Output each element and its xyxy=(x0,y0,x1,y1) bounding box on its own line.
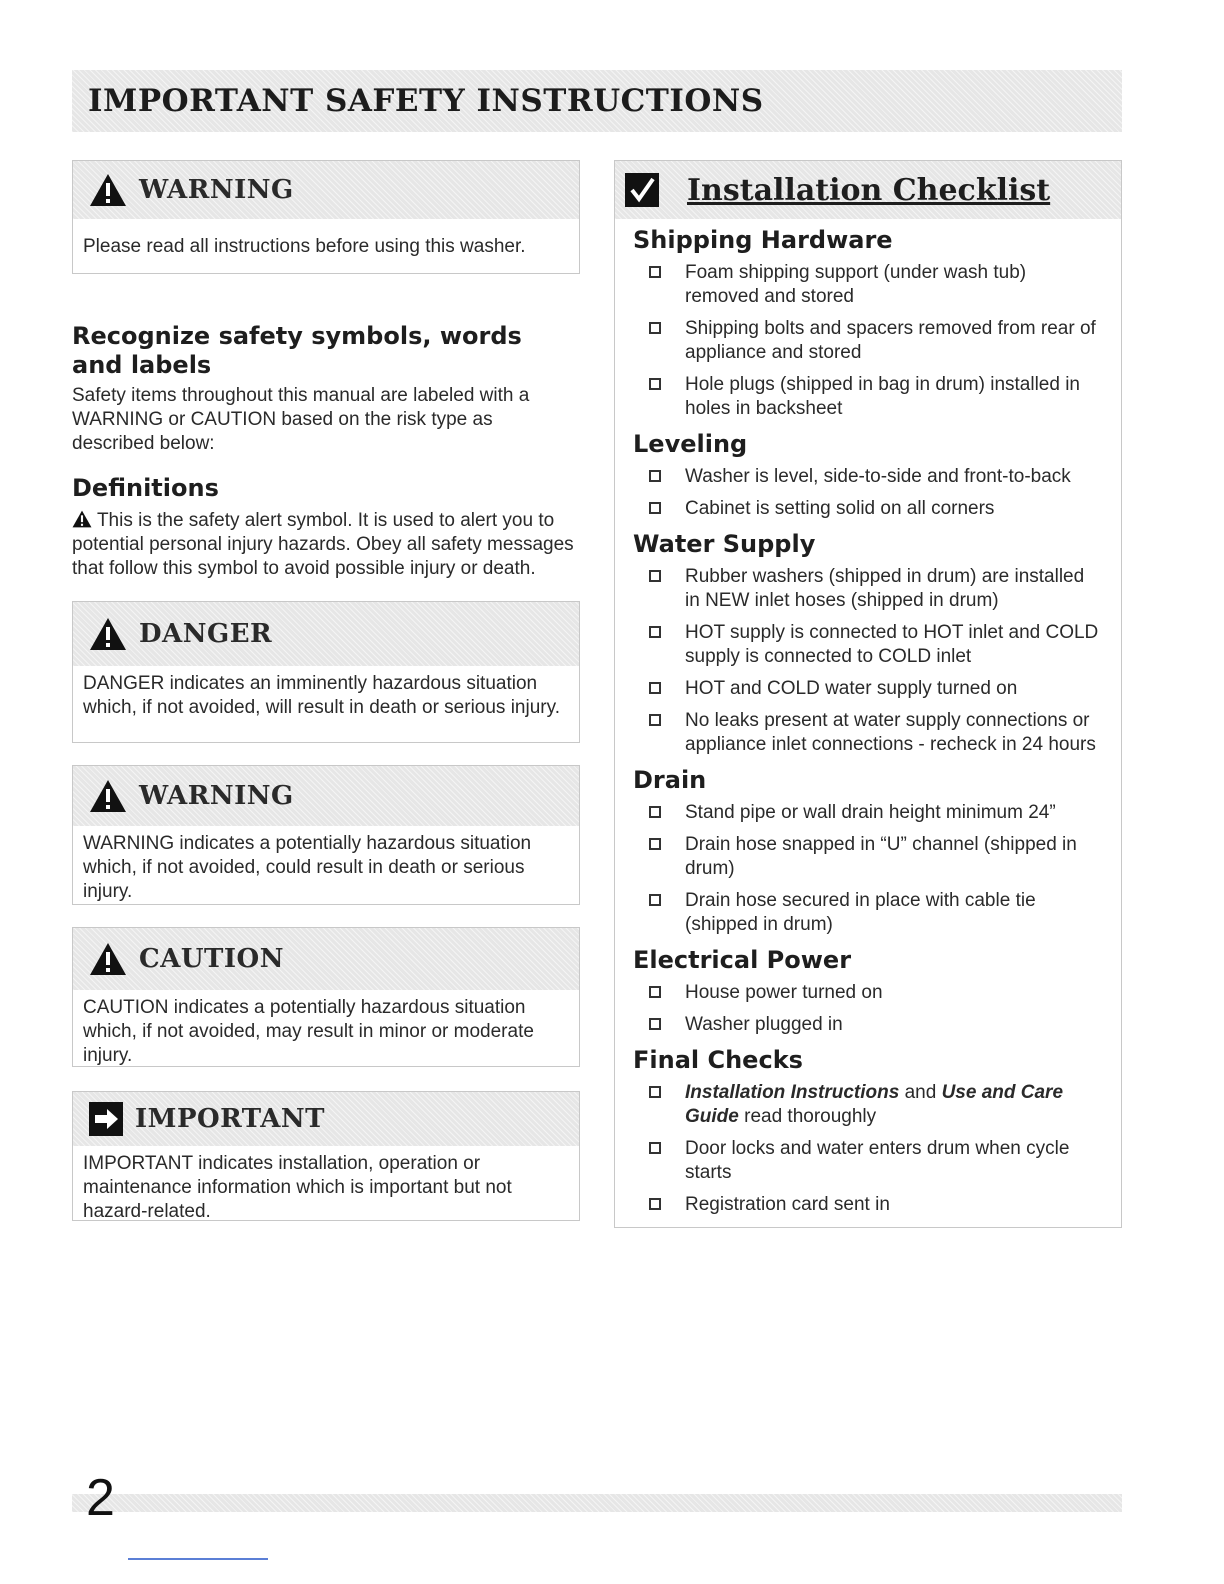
checkmark-icon xyxy=(625,173,659,207)
checklist-body xyxy=(615,219,1121,1227)
warning-notice-text: Please read all instructions before using this washer. xyxy=(83,236,526,257)
checkbox-icon[interactable] xyxy=(649,570,661,582)
emphasis-text: Installation Instructions xyxy=(685,1082,900,1103)
checklist-item xyxy=(633,317,1103,365)
checklist-item-text: Rubber washers (shipped in drum) are installed in NEW inlet hoses (shipped in drum) xyxy=(685,566,1085,611)
danger-warning-icon xyxy=(89,617,127,651)
checklist-item-text: Door locks and water enters drum when cycle starts xyxy=(685,1138,1070,1183)
checkbox-icon[interactable] xyxy=(649,682,661,694)
checklist-item-text: Shipping bolts and spacers removed from rear of appliance and stored xyxy=(685,318,1096,363)
caution-warning-icon xyxy=(89,942,127,976)
definitions-text: This is the safety alert symbol. It is used to alert you to potential personal injury hazards. Obey all safety messages that follow this symbol to avoid possible injury or death. xyxy=(72,510,574,579)
checkbox-icon[interactable] xyxy=(649,1142,661,1154)
checklist-item xyxy=(633,709,1103,757)
important-text: IMPORTANT indicates installation, operation or maintenance information which is important but not hazard-related. xyxy=(83,1153,512,1222)
checkbox-icon[interactable] xyxy=(649,1086,661,1098)
danger-box xyxy=(72,601,580,743)
checklist-section-heading: Final Checks xyxy=(633,1046,803,1074)
checklist-item-text: Drain hose snapped in “U” channel (shipped in drum) xyxy=(685,834,1077,879)
checkbox-icon[interactable] xyxy=(649,502,661,514)
safety-alert-icon xyxy=(72,510,92,528)
warning-definition-text: WARNING indicates a potentially hazardous situation which, if not avoided, could result in death or serious injury. xyxy=(83,833,532,902)
checkbox-icon[interactable] xyxy=(649,378,661,390)
warning-definition-title: WARNING xyxy=(139,781,294,811)
checkbox-icon[interactable] xyxy=(649,470,661,482)
checklist-item xyxy=(633,1013,1103,1037)
warning-definition-header xyxy=(73,766,579,826)
important-header xyxy=(73,1092,579,1146)
tail-text: read thoroughly xyxy=(738,1106,877,1127)
definitions-paragraph xyxy=(72,509,580,581)
checkbox-icon[interactable] xyxy=(649,1198,661,1210)
left-column xyxy=(72,160,580,1221)
connector-text: and xyxy=(899,1082,942,1103)
checklist-item-text: No leaks present at water supply connections or appliance inlet connections - recheck in 24 hours xyxy=(685,710,1096,755)
caution-header xyxy=(73,928,579,990)
checklist-section-heading: Electrical Power xyxy=(633,946,852,974)
checklist-item xyxy=(633,1193,1103,1217)
warning-icon xyxy=(89,173,127,207)
recognize-text: Safety items throughout this manual are labeled with a WARNING or CAUTION based on the risk type as described below: xyxy=(72,385,530,454)
checklist-section-heading: Leveling xyxy=(633,430,748,458)
warning-notice-box xyxy=(72,160,580,274)
checklist-item-text xyxy=(685,1081,1103,1129)
checklist-item-text: Stand pipe or wall drain height minimum 24” xyxy=(685,802,1056,823)
checkbox-icon[interactable] xyxy=(649,806,661,818)
checklist-item-text: HOT supply is connected to HOT inlet and COLD supply is connected to COLD inlet xyxy=(685,622,1099,667)
checklist-item-text: Drain hose secured in place with cable tie (shipped in drum) xyxy=(685,890,1036,935)
checklist-item-text: HOT and COLD water supply turned on xyxy=(685,678,1018,699)
checkbox-icon[interactable] xyxy=(649,266,661,278)
checklist-item xyxy=(633,565,1103,613)
warning-definition-icon xyxy=(89,779,127,813)
footer-bar xyxy=(72,1494,1122,1512)
checkbox-icon[interactable] xyxy=(649,894,661,906)
important-box xyxy=(72,1091,580,1221)
right-column xyxy=(614,160,1122,1228)
checklist-section-heading: Shipping Hardware xyxy=(633,226,893,254)
danger-text: DANGER indicates an imminently hazardous situation which, if not avoided, will result in death or serious injury. xyxy=(83,673,560,718)
warning-notice-title: WARNING xyxy=(139,175,294,205)
checklist-item xyxy=(633,1081,1103,1129)
checklist-item-text: Foam shipping support (under wash tub) removed and stored xyxy=(685,262,1027,307)
checklist-item-text: Washer is level, side-to-side and front-to-back xyxy=(685,466,1071,487)
checkbox-icon[interactable] xyxy=(649,838,661,850)
arrow-right-icon xyxy=(89,1102,123,1136)
checklist-item-text: Hole plugs (shipped in bag in drum) installed in holes in backsheet xyxy=(685,374,1081,419)
checklist-item-text: Washer plugged in xyxy=(685,1014,843,1035)
checkbox-icon[interactable] xyxy=(649,986,661,998)
caution-text: CAUTION indicates a potentially hazardous situation which, if not avoided, may result in minor or moderate injury. xyxy=(83,997,534,1066)
checkbox-icon[interactable] xyxy=(649,1018,661,1030)
checklist-item-text: House power turned on xyxy=(685,982,883,1003)
checklist-item-text: Cabinet is setting solid on all corners xyxy=(685,498,995,519)
checklist-item xyxy=(633,981,1103,1005)
checklist-item xyxy=(633,1137,1103,1185)
checklist-item xyxy=(633,497,1103,521)
checklist-section-heading: Water Supply xyxy=(633,530,816,558)
page-title: IMPORTANT SAFETY INSTRUCTIONS xyxy=(88,83,764,119)
danger-title: DANGER xyxy=(139,619,273,649)
checklist-section-heading: Drain xyxy=(633,766,707,794)
checklist-item xyxy=(633,373,1103,421)
important-title: IMPORTANT xyxy=(135,1104,326,1134)
checklist-item xyxy=(633,833,1103,881)
checklist-item-text: Registration card sent in xyxy=(685,1194,890,1215)
checkbox-icon[interactable] xyxy=(649,626,661,638)
emphasis-text: Use and Care Guide xyxy=(685,1082,1064,1127)
warning-notice-header xyxy=(73,161,579,219)
checklist-item xyxy=(633,677,1103,701)
checklist-item xyxy=(633,621,1103,669)
checklist-title: Installation Checklist xyxy=(687,172,1051,208)
warning-definition-box xyxy=(72,765,580,905)
caution-box xyxy=(72,927,580,1067)
checklist-item xyxy=(633,801,1103,825)
caution-title: CAUTION xyxy=(139,944,284,974)
definitions-heading: Definitions xyxy=(72,474,219,502)
checklist-item xyxy=(633,465,1103,489)
danger-header xyxy=(73,602,579,666)
recognize-heading: Recognize safety symbols, words and labels xyxy=(72,322,522,379)
page-number: 2 xyxy=(86,1469,115,1527)
checklist-item xyxy=(633,889,1103,937)
page-header xyxy=(72,70,1122,132)
checkbox-icon[interactable] xyxy=(649,714,661,726)
footer-link-underline xyxy=(128,1558,268,1560)
checkbox-icon[interactable] xyxy=(649,322,661,334)
installation-checklist xyxy=(614,160,1122,1228)
checklist-header xyxy=(615,161,1121,219)
checklist-item xyxy=(633,261,1103,309)
